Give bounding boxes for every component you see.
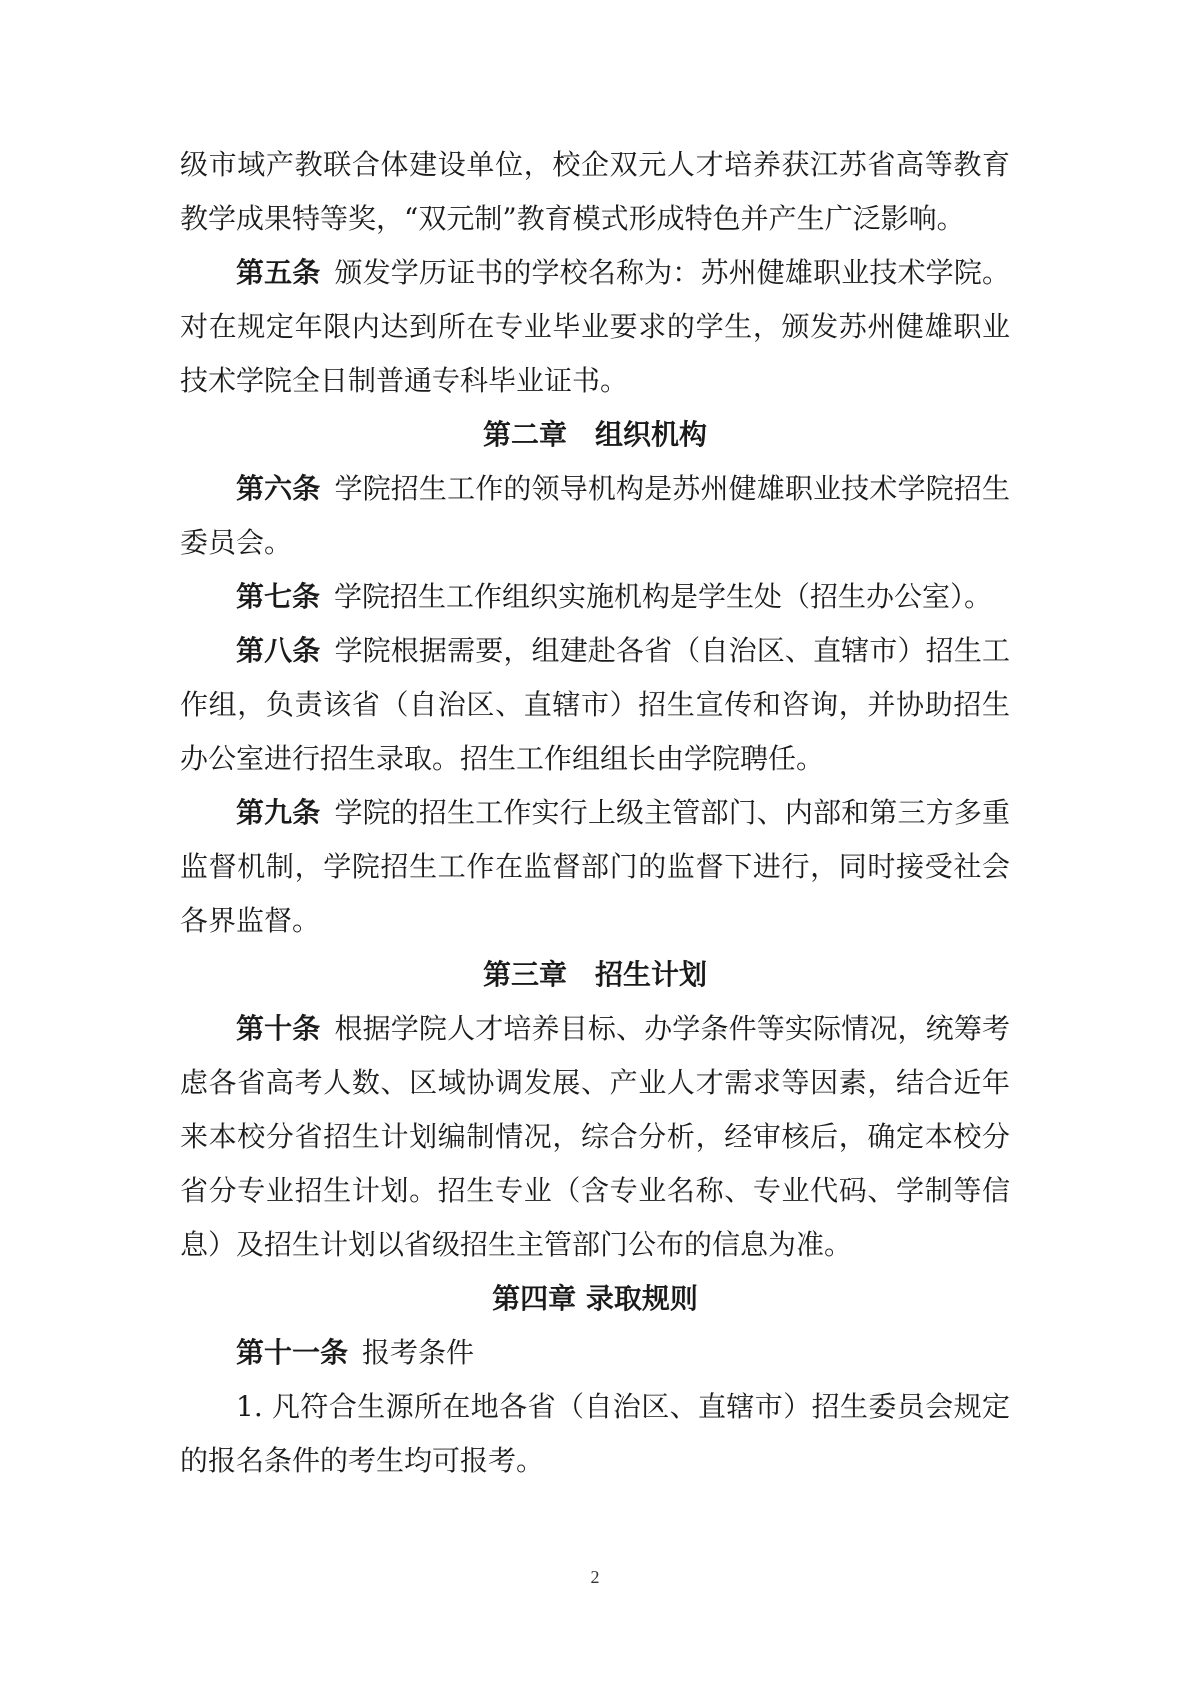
article-10: [180, 1002, 1010, 1272]
chapter-3-heading: 第三章 招生计划: [482, 958, 707, 991]
article-lead: 第九条: [236, 796, 321, 829]
article-text: 报考条件: [362, 1336, 475, 1369]
chapter-2-heading: 第二章 组织机构: [482, 418, 707, 451]
article-text: 学院招生工作组织实施机构是学生处（招生办公室）。: [334, 580, 993, 613]
article-lead: 第五条: [236, 256, 321, 289]
paragraph-continuation: 级市域产教联合体建设单位，校企双元人才培养获江苏省高等教育教学成果特等奖，“双元制”教育模式形成特色并产生广泛影响。: [180, 148, 1010, 235]
article-lead: 第八条: [236, 634, 321, 667]
article-text: 颁发学历证书的学校名称为：苏州健雄职业技术学院。对在规定年限内达到所在专业毕业要求的学生，颁发苏州健雄职业技术学院全日制普通专科毕业证书。: [180, 256, 1010, 397]
article-9: [180, 786, 1010, 948]
article-text: 根据学院人才培养目标、办学条件等实际情况，统筹考虑各省高考人数、区域协调发展、产业人才需求等因素，结合近年来本校分省招生计划编制情况，综合分析，经审核后，确定本校分省分专业招生计划。招生专业（含专业名称、专业代码、学制等信息）及招生计划以省级招生主管部门公布的信息为准。: [180, 1012, 1010, 1261]
article-lead: 第六条: [236, 472, 321, 505]
document-body: [180, 138, 1010, 1488]
article-text: 学院的招生工作实行上级主管部门、内部和第三方多重监督机制，学院招生工作在监督部门的监督下进行，同时接受社会各界监督。: [180, 796, 1010, 937]
page-number: 2: [590, 1567, 600, 1587]
article-lead: 第十一条: [236, 1336, 349, 1369]
chapter-4-heading: 第四章 录取规则: [492, 1282, 698, 1315]
article-6: [180, 462, 1010, 570]
article-8: [180, 624, 1010, 786]
article-lead: 第十条: [236, 1012, 321, 1045]
article-5: [180, 246, 1010, 408]
article-11: [180, 1326, 1010, 1380]
article-7: [180, 570, 1010, 624]
list-item-1: 1. 凡符合生源所在地各省（自治区、直辖市）招生委员会规定的报名条件的考生均可报考。: [180, 1390, 1010, 1477]
article-text: 学院根据需要，组建赴各省（自治区、直辖市）招生工作组，负责该省（自治区、直辖市）招生宣传和咨询，并协助招生办公室进行招生录取。招生工作组组长由学院聘任。: [180, 634, 1010, 775]
article-text: 学院招生工作的领导机构是苏州健雄职业技术学院招生委员会。: [180, 472, 1010, 559]
article-lead: 第七条: [236, 580, 321, 613]
